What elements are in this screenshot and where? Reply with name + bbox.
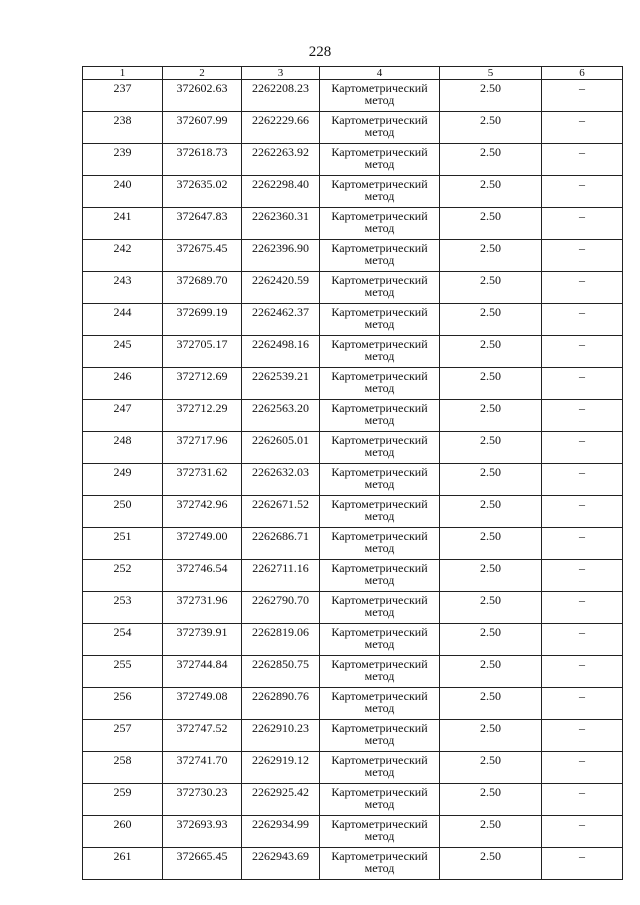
x-coordinate: 372747.52 [163,720,242,752]
note-cell: – [542,112,623,144]
note-cell: – [542,176,623,208]
note-cell: – [542,304,623,336]
y-coordinate: 2262711.16 [242,560,320,592]
accuracy-cell: 2.50 [440,400,542,432]
method-cell: Картометрический метод [320,560,440,592]
y-coordinate: 2262539.21 [242,368,320,400]
method-cell: Картометрический метод [320,592,440,624]
accuracy-cell: 2.50 [440,752,542,784]
method-cell: Картометрический метод [320,752,440,784]
y-coordinate: 2262943.69 [242,848,320,880]
note-cell: – [542,528,623,560]
method-cell: Картометрический метод [320,496,440,528]
y-coordinate: 2262462.37 [242,304,320,336]
accuracy-cell: 2.50 [440,432,542,464]
table-body [83,80,623,880]
column-header: 1 [83,67,163,80]
column-header: 3 [242,67,320,80]
accuracy-cell: 2.50 [440,528,542,560]
table-row [83,752,623,784]
y-coordinate: 2262563.20 [242,400,320,432]
accuracy-cell: 2.50 [440,720,542,752]
accuracy-cell: 2.50 [440,80,542,112]
note-cell: – [542,208,623,240]
method-cell: Картометрический метод [320,816,440,848]
table-row [83,272,623,304]
note-cell: – [542,240,623,272]
accuracy-cell: 2.50 [440,560,542,592]
x-coordinate: 372635.02 [163,176,242,208]
accuracy-cell: 2.50 [440,272,542,304]
accuracy-cell: 2.50 [440,688,542,720]
method-cell: Картометрический метод [320,464,440,496]
note-cell: – [542,336,623,368]
x-coordinate: 372712.69 [163,368,242,400]
accuracy-cell: 2.50 [440,784,542,816]
point-number: 247 [83,400,163,432]
accuracy-cell: 2.50 [440,176,542,208]
y-coordinate: 2262790.70 [242,592,320,624]
x-coordinate: 372749.08 [163,688,242,720]
table-row [83,816,623,848]
y-coordinate: 2262910.23 [242,720,320,752]
y-coordinate: 2262420.59 [242,272,320,304]
method-cell: Картометрический метод [320,528,440,560]
point-number: 253 [83,592,163,624]
table-row [83,336,623,368]
note-cell: – [542,752,623,784]
method-cell: Картометрический метод [320,80,440,112]
table-row [83,784,623,816]
accuracy-cell: 2.50 [440,592,542,624]
note-cell: – [542,464,623,496]
y-coordinate: 2262263.92 [242,144,320,176]
y-coordinate: 2262934.99 [242,816,320,848]
accuracy-cell: 2.50 [440,624,542,656]
x-coordinate: 372731.62 [163,464,242,496]
table-row [83,176,623,208]
x-coordinate: 372675.45 [163,240,242,272]
note-cell: – [542,80,623,112]
method-cell: Картометрический метод [320,688,440,720]
note-cell: – [542,272,623,304]
point-number: 251 [83,528,163,560]
note-cell: – [542,816,623,848]
table-row [83,304,623,336]
point-number: 240 [83,176,163,208]
point-number: 238 [83,112,163,144]
y-coordinate: 2262298.40 [242,176,320,208]
y-coordinate: 2262229.66 [242,112,320,144]
note-cell: – [542,720,623,752]
note-cell: – [542,432,623,464]
y-coordinate: 2262686.71 [242,528,320,560]
x-coordinate: 372693.93 [163,816,242,848]
y-coordinate: 2262360.31 [242,208,320,240]
y-coordinate: 2262890.76 [242,688,320,720]
table-row [83,656,623,688]
x-coordinate: 372689.70 [163,272,242,304]
table-row [83,624,623,656]
point-number: 249 [83,464,163,496]
method-cell: Картометрический метод [320,144,440,176]
accuracy-cell: 2.50 [440,368,542,400]
point-number: 256 [83,688,163,720]
table-row [83,112,623,144]
x-coordinate: 372744.84 [163,656,242,688]
x-coordinate: 372717.96 [163,432,242,464]
note-cell: – [542,688,623,720]
y-coordinate: 2262819.06 [242,624,320,656]
method-cell: Картометрический метод [320,720,440,752]
y-coordinate: 2262632.03 [242,464,320,496]
note-cell: – [542,592,623,624]
y-coordinate: 2262919.12 [242,752,320,784]
note-cell: – [542,624,623,656]
table-row [83,240,623,272]
header-row [83,67,623,80]
x-coordinate: 372602.63 [163,80,242,112]
table-row [83,80,623,112]
note-cell: – [542,400,623,432]
x-coordinate: 372739.91 [163,624,242,656]
method-cell: Картометрический метод [320,112,440,144]
x-coordinate: 372665.45 [163,848,242,880]
x-coordinate: 372699.19 [163,304,242,336]
table-row [83,144,623,176]
point-number: 259 [83,784,163,816]
note-cell: – [542,496,623,528]
y-coordinate: 2262605.01 [242,432,320,464]
point-number: 245 [83,336,163,368]
page-number: 228 [308,44,332,60]
table-row [83,528,623,560]
note-cell: – [542,560,623,592]
y-coordinate: 2262925.42 [242,784,320,816]
method-cell: Картометрический метод [320,784,440,816]
method-cell: Картометрический метод [320,400,440,432]
accuracy-cell: 2.50 [440,304,542,336]
point-number: 239 [83,144,163,176]
table-row [83,592,623,624]
table-row [83,400,623,432]
y-coordinate: 2262208.23 [242,80,320,112]
note-cell: – [542,784,623,816]
note-cell: – [542,144,623,176]
accuracy-cell: 2.50 [440,144,542,176]
point-number: 241 [83,208,163,240]
table-row [83,368,623,400]
point-number: 237 [83,80,163,112]
point-number: 246 [83,368,163,400]
note-cell: – [542,848,623,880]
x-coordinate: 372730.23 [163,784,242,816]
point-number: 255 [83,656,163,688]
x-coordinate: 372742.96 [163,496,242,528]
method-cell: Картометрический метод [320,176,440,208]
coordinates-table [82,66,623,880]
method-cell: Картометрический метод [320,208,440,240]
method-cell: Картометрический метод [320,304,440,336]
table-row [83,560,623,592]
table-row [83,496,623,528]
x-coordinate: 372741.70 [163,752,242,784]
method-cell: Картометрический метод [320,432,440,464]
x-coordinate: 372705.17 [163,336,242,368]
method-cell: Картометрический метод [320,240,440,272]
note-cell: – [542,368,623,400]
accuracy-cell: 2.50 [440,336,542,368]
x-coordinate: 372618.73 [163,144,242,176]
accuracy-cell: 2.50 [440,816,542,848]
point-number: 252 [83,560,163,592]
y-coordinate: 2262498.16 [242,336,320,368]
x-coordinate: 372749.00 [163,528,242,560]
y-coordinate: 2262671.52 [242,496,320,528]
accuracy-cell: 2.50 [440,656,542,688]
method-cell: Картометрический метод [320,848,440,880]
method-cell: Картометрический метод [320,624,440,656]
x-coordinate: 372712.29 [163,400,242,432]
x-coordinate: 372647.83 [163,208,242,240]
point-number: 243 [83,272,163,304]
point-number: 250 [83,496,163,528]
method-cell: Картометрический метод [320,656,440,688]
point-number: 257 [83,720,163,752]
table-row [83,464,623,496]
point-number: 260 [83,816,163,848]
point-number: 258 [83,752,163,784]
note-cell: – [542,656,623,688]
y-coordinate: 2262396.90 [242,240,320,272]
y-coordinate: 2262850.75 [242,656,320,688]
method-cell: Картометрический метод [320,336,440,368]
point-number: 244 [83,304,163,336]
column-header: 4 [320,67,440,80]
column-header: 6 [542,67,623,80]
table-row [83,432,623,464]
x-coordinate: 372607.99 [163,112,242,144]
accuracy-cell: 2.50 [440,464,542,496]
method-cell: Картометрический метод [320,272,440,304]
method-cell: Картометрический метод [320,368,440,400]
point-number: 248 [83,432,163,464]
x-coordinate: 372731.96 [163,592,242,624]
column-header: 5 [440,67,542,80]
table-row [83,720,623,752]
accuracy-cell: 2.50 [440,112,542,144]
column-header: 2 [163,67,242,80]
accuracy-cell: 2.50 [440,496,542,528]
table-row [83,208,623,240]
table-row [83,848,623,880]
point-number: 254 [83,624,163,656]
point-number: 261 [83,848,163,880]
point-number: 242 [83,240,163,272]
x-coordinate: 372746.54 [163,560,242,592]
table-row [83,688,623,720]
accuracy-cell: 2.50 [440,240,542,272]
accuracy-cell: 2.50 [440,208,542,240]
accuracy-cell: 2.50 [440,848,542,880]
